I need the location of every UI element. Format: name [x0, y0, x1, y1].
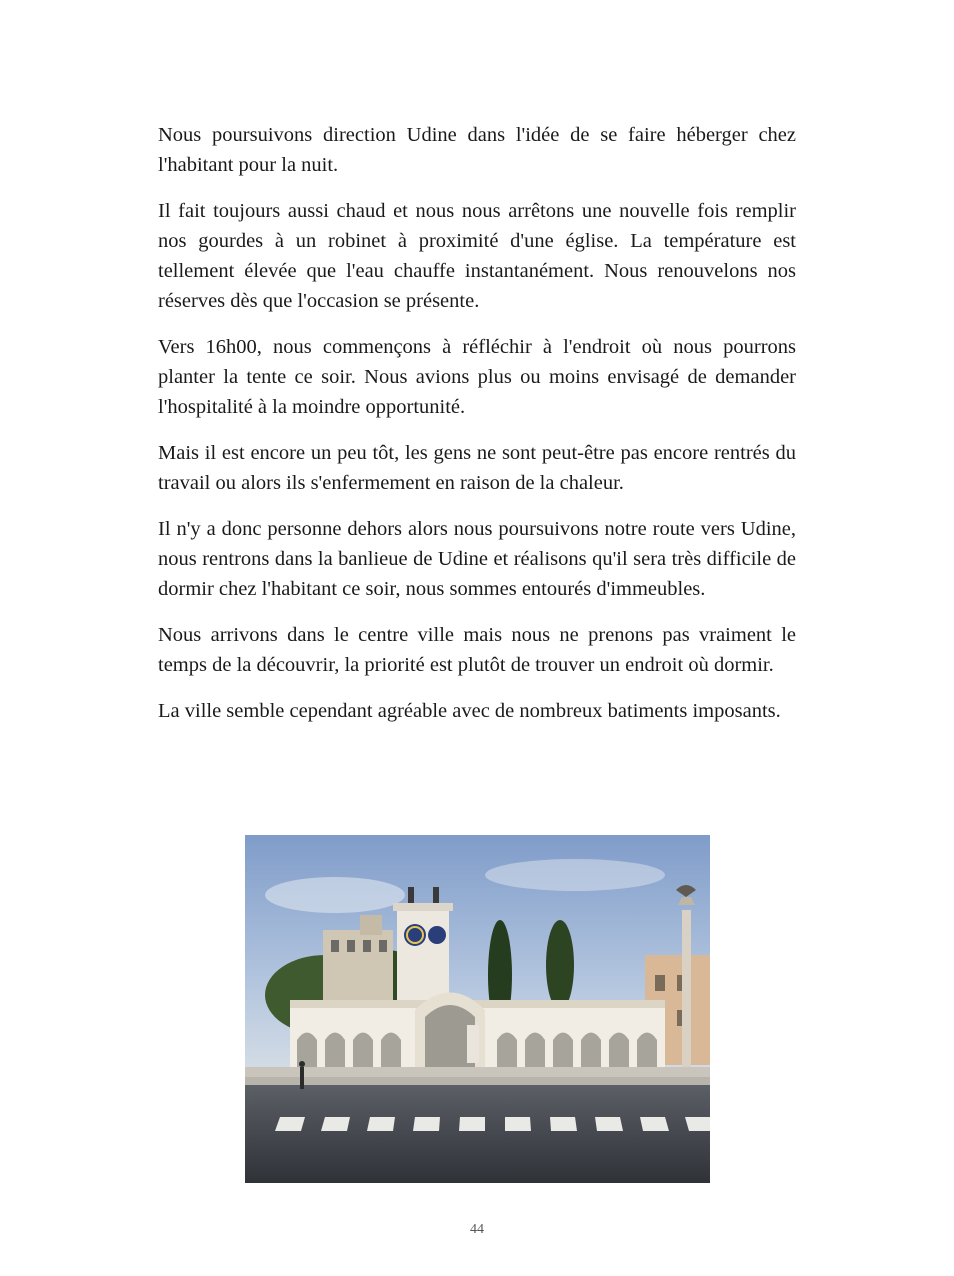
photo-illustration	[245, 835, 710, 1183]
paragraph-6: Nous arrivons dans le centre ville mais nous ne prenons pas vraiment le temps de la découvrir, la priorité est plutôt de trouver un endroit où dormir.	[158, 624, 796, 676]
pavement	[245, 1085, 710, 1183]
steps	[245, 1067, 710, 1077]
page-number: 44	[470, 1222, 484, 1237]
paragraph-2: Il fait toujours aussi chaud et nous nous arrêtons une nouvelle fois remplir nos gourdes à un robinet à proximité d'une église. La température est tellement élevée que l'eau chauffe instantanément. Nous renouvelons nos réserves dès que l'occasion se présente.	[158, 200, 796, 312]
paragraph-1: Nous poursuivons direction Udine dans l'idée de se faire héberger chez l'habitant pour la nuit.	[158, 124, 796, 176]
paragraph-7: La ville semble cependant agréable avec de nombreux batiments imposants.	[158, 700, 781, 722]
paragraph-5: Il n'y a donc personne dehors alors nous poursuivons notre route vers Udine, nous rentrons dans la banlieue de Udine et réalisons qu'il sera très difficile de dormir chez l'habitant ce soir, nous sommes entourés d'immeubles.	[158, 518, 796, 600]
body-text	[158, 120, 796, 742]
pedestrian	[300, 1067, 304, 1089]
paragraph-4: Mais il est encore un peu tôt, les gens ne sont peut-être pas encore rentrés du travail ou alors ils s'enfermement en raison de la chaleur.	[158, 442, 796, 494]
statue	[467, 1025, 479, 1063]
paragraph-3: Vers 16h00, nous commençons à réfléchir à l'endroit où nous pourrons planter la tente ce soir. Nous avions plus ou moins envisagé de demander l'hospitalité à la moindre opportunité.	[158, 336, 796, 418]
column	[682, 910, 691, 1080]
udine-square-photo	[245, 835, 710, 1183]
